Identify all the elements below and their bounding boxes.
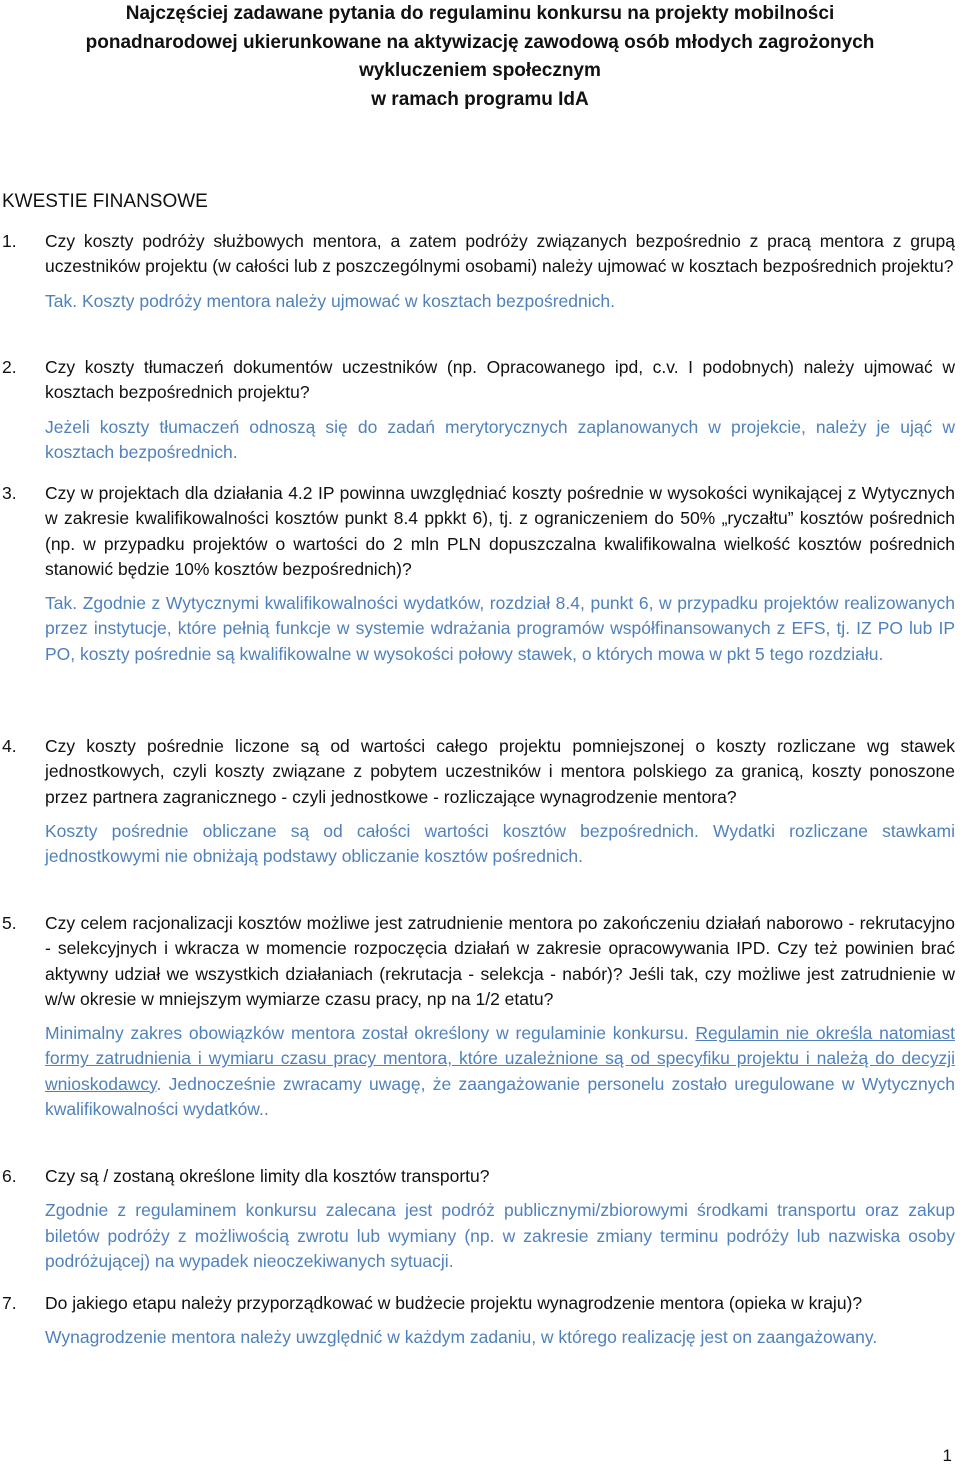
answer-text: Tak. Zgodnie z Wytycznymi kwalifikowalności wydatków, rozdział 8.4, punkt 6, w przypadku projektów realizowanych przez instytucje, które pełnią funkcje w systemie wdrażania programów współfinansowanych z EFS, tj. IZ PO lub IP PO, koszty pośrednie są kwalifikowalne w wysokości połowy stawek, o których mowa w pkt 5 tego rozdziału. [45,593,955,664]
answer-text [45,1021,955,1122]
qa-item-7 [0,1291,960,1351]
question-text: Czy koszty podróży służbowych mentora, a zatem podróży związanych bezpośrednio z pracą mentora z grupą uczestników projektu (w całości lub z poszczególnymi osobami) należy ujmować w kosztach bezpośrednich projektu? [45,231,955,277]
answer-text-part: Minimalny zakres obowiązków mentora został określony w regulaminie konkursu. [45,1023,696,1044]
qa-item-1 [0,229,960,314]
answer-text: Wynagrodzenie mentora należy uwzględnić w każdym zadaniu, w którego realizację jest on zaangażowany. [45,1327,878,1348]
title-line-3: wykluczeniem społecznym [359,60,601,81]
qa-item-3 [0,481,960,667]
document-title [0,0,960,114]
question-text: Do jakiego etapu należy przyporządkować w budżecie projektu wynagrodzenie mentora (opieka w kraju)? [45,1293,863,1313]
question-text: Czy w projektach dla działania 4.2 IP powinna uwzględniać koszty pośrednie w wysokości wynikającej z Wytycznych w zakresie kwalifikowalności kosztów punkt 8.4 ppkkt 6), tj. z ograniczeniem do 50% „ryczałtu” kosztów pośrednich (np. w przypadku projektów o wartości do 2 mln PLN dopuszczalna kwalifikowalna wielkość kosztów pośrednich stanowić będzie 10% kosztów bezpośrednich)? [45,483,955,579]
question-number: 1. [2,231,17,251]
title-line-1: Najczęściej zadawane pytania do regulaminu konkursu na projekty mobilności [125,3,835,24]
qa-item-5 [0,911,960,1122]
title-line-2: ponadnarodowej ukierunkowane na aktywizację zawodową osób młodych zagrożonych [85,31,875,53]
qa-item-4 [0,734,960,869]
question-number: 2. [2,357,17,377]
question-number: 4. [2,736,17,756]
answer-underlined-text: Regulamin nie określa natomiast formy zatrudnienia i wymiaru czasu pracy mentora, które uzależnione są od specyfiku projektu i należą do decyzji wnioskodawcy [45,1023,955,1094]
question-text: Czy koszty pośrednie liczone są od wartości całego projektu pomniejszonej o koszty rozliczane wg stawek jednostkowych, czyli koszty związane z pobytem uczestników i mentora polskiego za granicą, koszty ponoszone przez partnera zagranicznego - czyli jednostkowe - rozliczające wynagrodzenie mentora? [45,736,955,807]
question-number: 3. [2,483,17,503]
answer-text-part: . Jednocześnie zwracamy uwagę, że zaangażowanie personelu zostało uregulowane w Wytycznych kwalifikowalności wydatków.. [45,1073,955,1120]
question-number: 5. [2,913,17,933]
question-number: 6. [2,1166,17,1186]
answer-text: Tak. Koszty podróży mentora należy ujmować w kosztach bezpośrednich. [45,290,615,311]
question-number: 7. [2,1293,17,1313]
answer-text: Zgodnie z regulaminem konkursu zalecana jest podróż publicznymi/zbiorowymi środkami transportu oraz zakup biletów podróży z możliwością zwrotu lub wymiany (np. w zakresie zmiany terminu podróży lub nazwiska osoby podróżującej) na wypadek nieoczekiwanych sytuacji. [45,1200,955,1271]
page-number: 1 [942,1446,952,1465]
answer-text: Koszty pośrednie obliczane są od całości wartości kosztów bezpośrednich. Wydatki rozliczane stawkami jednostkowymi nie obniżają podstawy obliczanie kosztów pośrednich. [45,820,955,867]
title-line-4: w ramach programu IdA [371,88,589,110]
question-text: Czy celem racjonalizacji kosztów możliwe jest zatrudnienie mentora po zakończeniu działań naborowo - rekrutacyjno - selekcyjnych i wkracza w momencie rozpoczęcia działań w zakresie opracowywania IPD. Czy też powinien brać aktywny udział we wszystkich działaniach (rekrutacja - selekcja - nabór)? Jeśli tak, czy możliwe jest zatrudnienie w w/w okresie w mniejszym wymiarze czasu pracy, np na 1/2 etatu? [45,913,955,1009]
section-heading: KWESTIE FINANSOWE [2,191,208,212]
question-text: Czy koszty tłumaczeń dokumentów uczestników (np. Opracowanego ipd, c.v. I podobnych) należy ujmować w kosztach bezpośrednich projektu? [45,357,955,403]
qa-item-2 [0,355,960,465]
question-text: Czy są / zostaną określone limity dla kosztów transportu? [45,1166,490,1186]
answer-text: Jeżeli koszty tłumaczeń odnoszą się do zadań merytorycznych zaplanowanych w projekcie, należy je ująć w kosztach bezpośrednich. [45,416,955,462]
qa-item-6 [0,1164,960,1274]
